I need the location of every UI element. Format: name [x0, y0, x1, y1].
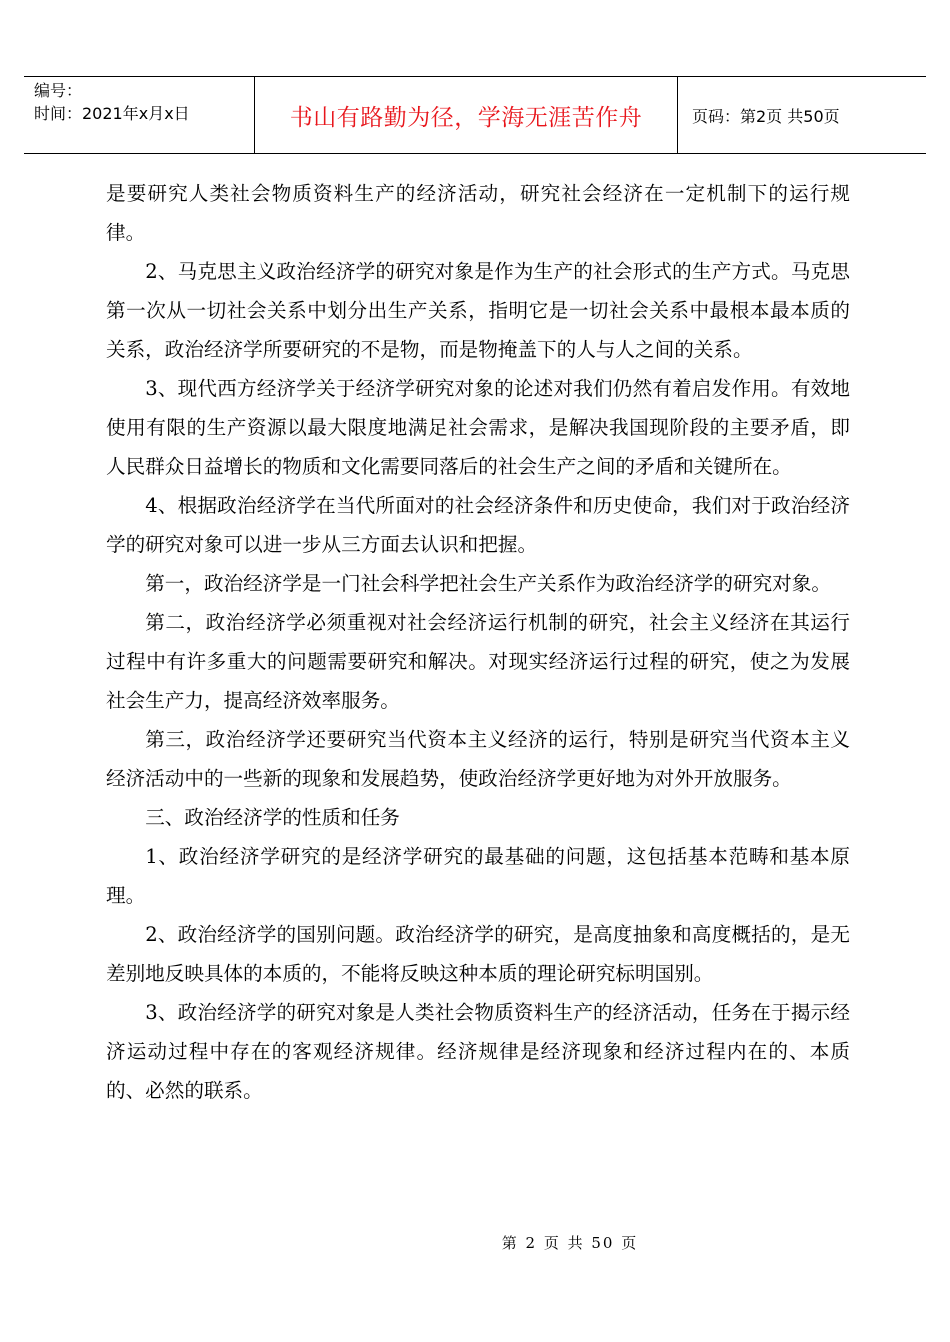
paragraph: 1、政治经济学研究的是经济学研究的最基础的问题，这包括基本范畴和基本原理。: [106, 845, 850, 907]
paragraph: 3、政治经济学的研究对象是人类社会物质资料生产的经济活动，任务在于揭示经济运动过程中存在的客观经济规律。经济规律是经济现象和经济过程内在的、本质的、必然的联系。: [106, 1001, 850, 1102]
paragraph: 是要研究人类社会物质资料生产的经济活动，研究社会经济在一定机制下的运行规律。: [106, 182, 850, 244]
paragraph: 第一，政治经济学是一门社会科学把社会生产关系作为政治经济学的研究对象。: [145, 572, 831, 595]
paragraph: 2、马克思主义政治经济学的研究对象是作为生产的社会形式的生产方式。马克思第一次从一切社会关系中划分出生产关系，指明它是一切社会关系中最根本最本质的关系，政治经济学所要研究的不是物，而是物掩盖下的人与人之间的关系。: [106, 260, 850, 361]
page-header: [24, 76, 926, 154]
page-info-text: 页码：第2页 共50页: [692, 106, 840, 126]
serial-number-label: 编号：: [34, 81, 83, 100]
paragraph: 4、根据政治经济学在当代所面对的社会经济条件和历史使命，我们对于政治经济学的研究对象可以进一步从三方面去认识和把握。: [106, 494, 850, 556]
paragraph: 2、政治经济学的国别问题。政治经济学的研究，是高度抽象和高度概括的，是无差别地反映具体的本质的，不能将反映这种本质的理论研究标明国别。: [106, 923, 850, 985]
header-motto-cell: [255, 77, 678, 153]
paragraph: 3、现代西方经济学关于经济学研究对象的论述对我们仍然有着启发作用。有效地使用有限的生产资源以最大限度地满足社会需求，是解决我国现阶段的主要矛盾，即人民群众日益增长的物质和文化需要同落后的社会生产之间的矛盾和关键所在。: [106, 377, 850, 478]
header-meta: [24, 77, 255, 153]
document-body: [106, 174, 850, 1110]
time-label: 时间：2021年x月x日: [34, 104, 190, 123]
motto-text: 书山有路勤为径，学海无涯苦作舟: [289, 104, 643, 131]
header-page-info: [678, 77, 926, 153]
section-heading: 三、政治经济学的性质和任务: [145, 806, 400, 829]
paragraph: 第二，政治经济学必须重视对社会经济运行机制的研究，社会主义经济在其运行过程中有许多重大的问题需要研究和解决。对现实经济运行过程的研究，使之为发展社会生产力，提高经济效率服务。: [106, 611, 850, 712]
paragraph: 第三，政治经济学还要研究当代资本主义经济的运行，特别是研究当代资本主义经济活动中的一些新的现象和发展趋势，使政治经济学更好地为对外开放服务。: [106, 728, 850, 790]
page-footer: 第 2 页 共 50 页: [501, 1234, 639, 1252]
